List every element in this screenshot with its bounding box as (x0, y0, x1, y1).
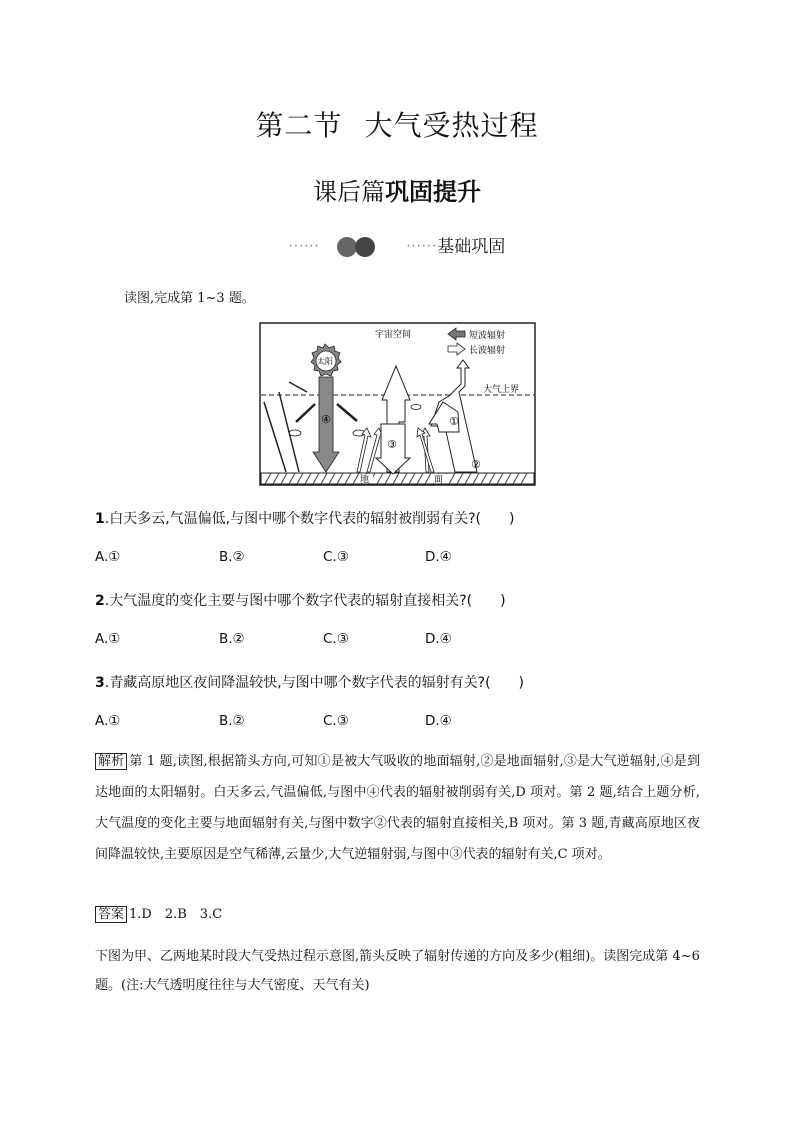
option-c[interactable]: C.③ (323, 631, 349, 647)
section-heading (0, 232, 794, 257)
legend-long-label: 长波辐射 (469, 346, 506, 356)
section-title: 大气受热过程 (364, 109, 539, 142)
question-2-text: .大气温度的变化主要与图中哪个数字代表的辐射直接相关?( ) (104, 593, 506, 609)
atmosphere-top-label: 大气上界 (483, 385, 520, 395)
label-3: ③ (387, 438, 397, 451)
answer-text: 1.D 2.B 3.C (129, 907, 223, 922)
option-a[interactable]: A.① (95, 713, 121, 729)
question-1-number: 1 (95, 511, 105, 527)
label-4: ④ (321, 413, 331, 426)
explanation (95, 746, 700, 870)
section-label: 基础巩固 (437, 237, 506, 257)
question-1-text: .白天多云,气温偏低,与图中哪个数字代表的辐射被削弱有关?( ) (104, 511, 515, 527)
atmosphere-heating-diagram (259, 322, 536, 487)
option-d[interactable]: D.④ (425, 549, 452, 565)
question-3-number: 3 (95, 675, 105, 691)
option-c[interactable]: C.③ (323, 713, 349, 729)
explanation-tag: 解析 (95, 753, 127, 770)
space-label: 宇宙空间 (375, 330, 412, 340)
intro-text: 读图,完成第 1~3 题。 (124, 291, 255, 306)
question-2-number: 2 (95, 593, 105, 609)
option-d[interactable]: D.④ (425, 713, 452, 729)
next-question-intro: 下图为甲、乙两地某时段大气受热过程示意图,箭头反映了辐射传递的方向及多少(粗细)。读图完成第 4~6 题。(注:大气透明度往往与大气密度、天气有关) (95, 949, 700, 993)
option-b[interactable]: B.② (219, 549, 245, 565)
ground-label-a: 地 (360, 475, 370, 485)
explanation-text: 第 1 题,读图,根据箭头方向,可知①是被大气吸收的地面辐射,②是地面辐射,③是大气逆辐射,④是到达地面的太阳辐射。白天多云,气温偏低,与图中④代表的辐射被削弱有关,D 项对。第 2 题,结合上题分析,大气温度的变化主要与地面辐射有关,与图中数字②代表的辐射直接相关,B 项对。第 3 题,青藏高原地区夜间降温较快,主要原因是空气稀薄,云量少,大气逆辐射弱,与图中③代表的辐射有关,C 项对。 (95, 754, 700, 862)
cloud-middle (411, 405, 421, 410)
label-1: ① (449, 415, 459, 428)
question-3-text: .青藏高原地区夜间降温较快,与图中哪个数字代表的辐射有关?( ) (104, 675, 525, 691)
label-2: ② (471, 458, 481, 471)
question-2 (95, 590, 506, 610)
option-d[interactable]: D.④ (425, 631, 452, 647)
ground-label-b: 面 (434, 475, 444, 485)
question-1 (95, 508, 514, 528)
section-number: 第二节 (255, 109, 343, 142)
option-b[interactable]: B.② (219, 631, 245, 647)
cloud-left (289, 430, 301, 436)
subtitle-bold: 巩固提升 (385, 178, 481, 206)
subtitle (0, 172, 794, 207)
option-c[interactable]: C.③ (323, 549, 349, 565)
dots-right: ······ (406, 239, 438, 255)
sun-label: 太阳 (317, 357, 333, 366)
page-title (0, 104, 794, 144)
legend-short-label: 短波辐射 (469, 331, 506, 341)
question-3 (95, 672, 524, 692)
option-a[interactable]: A.① (95, 549, 121, 565)
double-circle-icon (337, 237, 381, 257)
answer-tag: 答案 (95, 906, 127, 923)
option-a[interactable]: A.① (95, 631, 121, 647)
option-b[interactable]: B.② (219, 713, 245, 729)
subtitle-plain: 课后篇 (313, 178, 385, 206)
dots-left: ······ (288, 239, 320, 255)
answer (95, 903, 222, 922)
